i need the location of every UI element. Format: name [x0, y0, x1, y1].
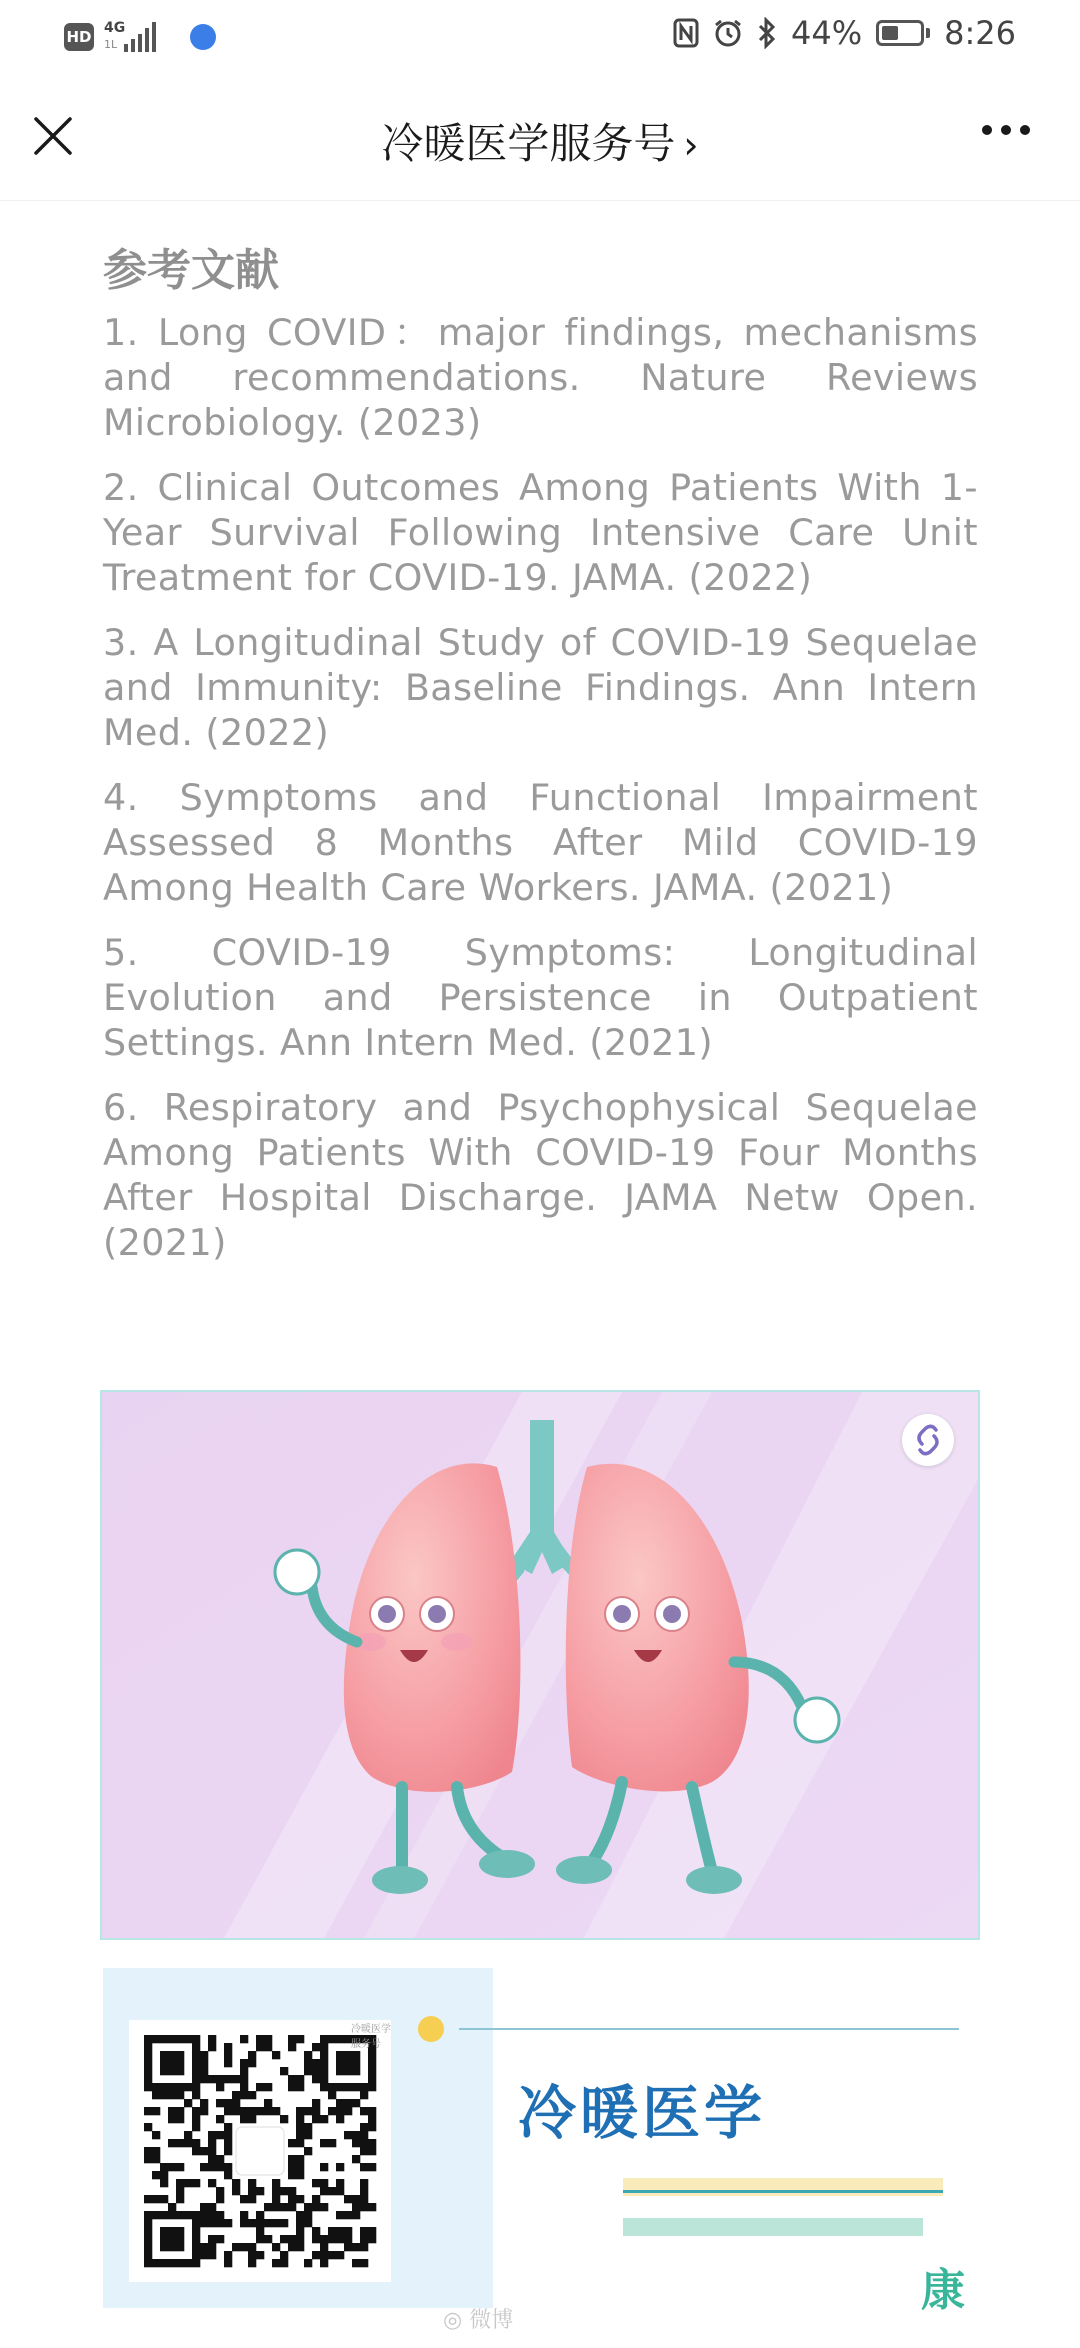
- signal-icon: [104, 20, 166, 54]
- reference-item: 5. COVID-19 Symptoms: Longitudinal Evolution and Persistence in Outpatient Settings. Ann Intern Med. (2021): [103, 931, 978, 1064]
- alarm-icon: [713, 18, 743, 48]
- chevron-right-icon: ›: [683, 123, 699, 167]
- mini-program-card[interactable]: [100, 1390, 980, 1940]
- nav-bar: [0, 75, 1080, 201]
- brand-title: 冷暖医学: [518, 2079, 767, 2147]
- qr-promo-card: [103, 1968, 980, 2348]
- qr-caption: 冷暖医学服务号: [351, 2024, 391, 2050]
- weibo-watermark: ◎ 微博: [443, 2308, 514, 2333]
- network-type: 4G: [104, 20, 126, 36]
- signal-bars: [124, 22, 156, 52]
- decorative-dot: [418, 2016, 444, 2042]
- status-right: [673, 14, 1016, 52]
- reference-item: 3. A Longitudinal Study of COVID-19 Sequelae and Immunity: Baseline Findings. Ann Intern Med. (2022): [103, 621, 978, 754]
- network-sub: 1L: [104, 38, 118, 51]
- more-options-icon[interactable]: [982, 125, 1030, 135]
- brand-end-char: 康: [921, 2265, 965, 2316]
- qr-logo: [236, 2127, 284, 2175]
- article-content: [103, 200, 978, 1285]
- decorative-line: [459, 2028, 959, 2030]
- reference-item: 2. Clinical Outcomes Among Patients With 1-Year Survival Following Intensive Care Unit Treatment for COVID-19. JAMA. (2022): [103, 466, 978, 599]
- decorative-stripe: [623, 2218, 923, 2236]
- battery-percent: 44%: [791, 14, 863, 52]
- reference-item: 1. Long COVID：major findings, mechanisms and recommendations. Nature Reviews Microbiology. (2023): [103, 311, 978, 444]
- clock: 8:26: [944, 14, 1016, 52]
- nfc-icon: [673, 18, 699, 48]
- account-title-link[interactable]: [0, 111, 1080, 171]
- mini-program-link-icon[interactable]: [902, 1414, 954, 1466]
- status-bar: [0, 0, 1080, 75]
- hd-badge: HD: [64, 23, 94, 51]
- page-title: 冷暖医学服务号: [381, 119, 676, 168]
- bluetooth-icon: [757, 17, 777, 49]
- reference-item: 4. Symptoms and Functional Impairment Assessed 8 Months After Mild COVID-19 Among Health Care Workers. JAMA. (2021): [103, 776, 978, 909]
- reference-item: 6. Respiratory and Psychophysical Sequelae Among Patients With COVID-19 Four Months After Hospital Discharge. JAMA Netw Open. (2021): [103, 1086, 978, 1264]
- qr-code[interactable]: [129, 2020, 391, 2282]
- references-heading: 参考文献: [103, 245, 279, 296]
- lungs-illustration: [102, 1392, 980, 1940]
- decorative-stripe: [623, 2178, 943, 2196]
- battery-icon: [876, 20, 930, 46]
- status-left: [64, 20, 216, 54]
- browser-globe-icon: [190, 24, 216, 50]
